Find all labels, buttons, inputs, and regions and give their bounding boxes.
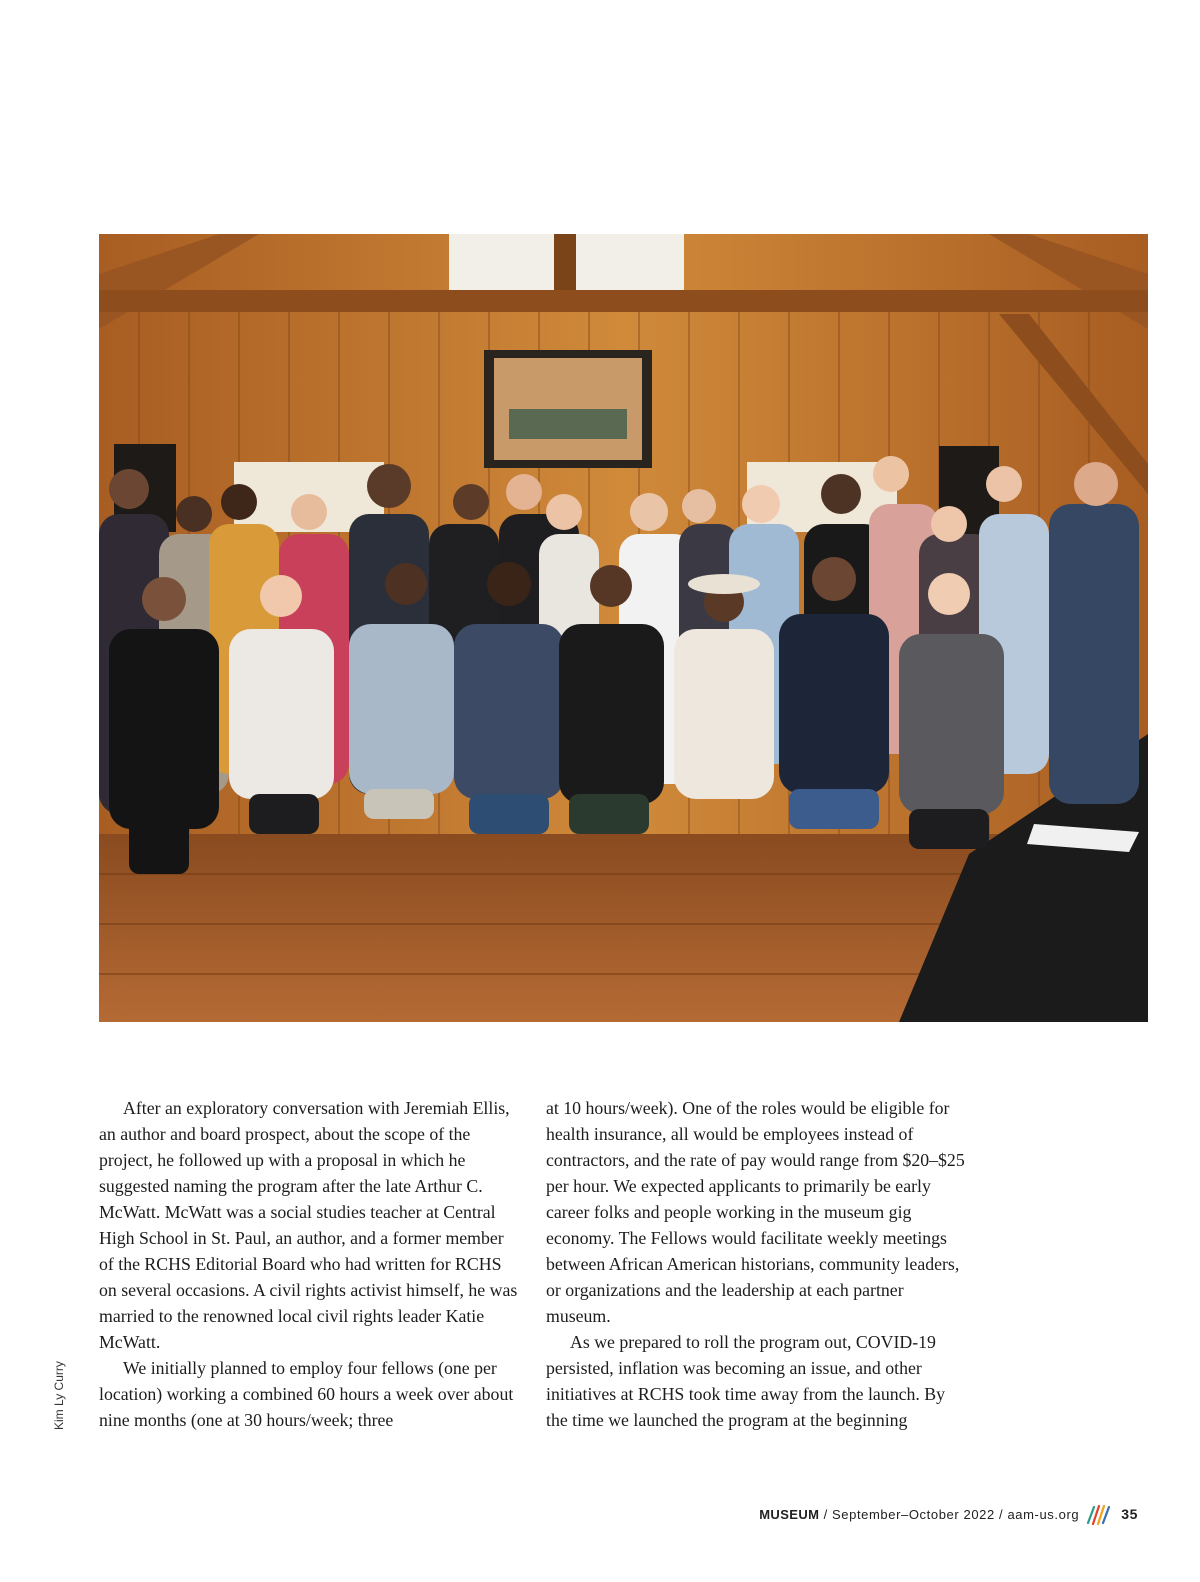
paragraph: We initially planned to employ four fellows (one per location) working a combined 60 hours a week over about nine months (one at 30 hours/week; three bbox=[99, 1358, 514, 1430]
paragraph: After an exploratory conversation with Jeremiah Ellis, an author and board prospect, about the scope of the project, he followed up with a proposal in which he suggested naming the program after the late Arthur C. McWatt. McWatt was a social studies teacher at Central High School in St. Paul, an author, and a former member of the RCHS Editorial Board who had written for RCHS on several occasions. A civil rights activist himself, he was married to the renowned local civil rights leader Katie McWatt. bbox=[99, 1098, 518, 1352]
group-photo-illustration bbox=[99, 234, 1148, 1022]
photo-credit: Kim Ly Curry bbox=[52, 1361, 66, 1430]
aam-logo-icon bbox=[1085, 1501, 1111, 1527]
paragraph: at 10 hours/week). One of the roles would be eligible for health insurance, all would be employees instead of contractors, and the rate of pay would range from $20–$25 per hour. We expected applicants to primarily be early career folks and people working in the museum gig economy. The Fellows would facilitate weekly meetings between African American historians, community leaders, or organizations and the leadership at each partner museum. bbox=[546, 1098, 965, 1326]
page-number: 35 bbox=[1121, 1506, 1138, 1522]
page-footer bbox=[759, 1500, 1138, 1528]
footer-publication bbox=[759, 1507, 1079, 1522]
article-column-right bbox=[546, 1095, 968, 1433]
article-column-left bbox=[99, 1095, 521, 1433]
group-photo bbox=[99, 234, 1148, 1022]
footer-magazine-name: MUSEUM bbox=[759, 1506, 820, 1522]
footer-issue: / September–October 2022 / aam-us.org bbox=[819, 1506, 1080, 1522]
paragraph: As we prepared to roll the program out, COVID-19 persisted, inflation was becoming an issue, and other initiatives at RCHS took time away from the launch. By the time we launched the program at the beginning bbox=[546, 1332, 946, 1430]
